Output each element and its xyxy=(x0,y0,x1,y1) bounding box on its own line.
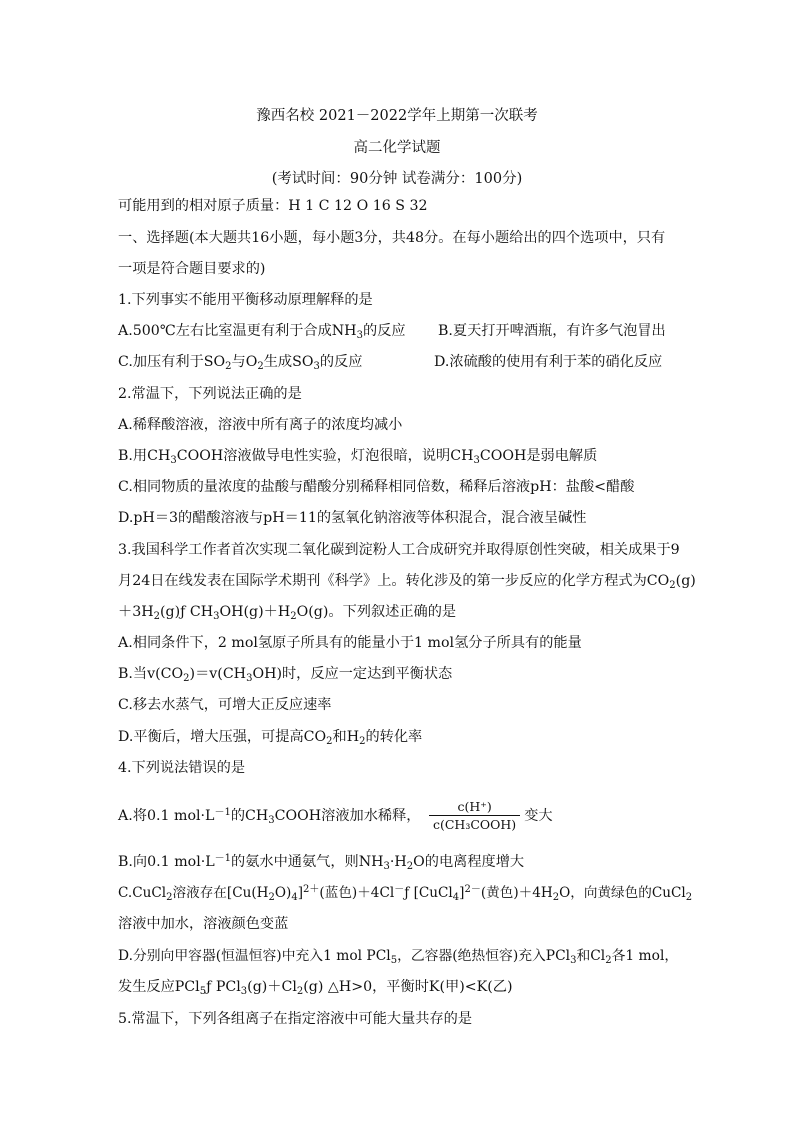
concentration-ratio-fraction xyxy=(429,799,520,834)
q1-stem: 1.下列事实不能用平衡移动原理解释的是 xyxy=(118,292,373,308)
exam-info: (考试时间：90分钟 试卷满分：100分) xyxy=(271,171,523,187)
q3-stem-line1: 3.我国科学工作者首次实现二氧化碳到淀粉人工合成研究并取得原创性突破，相关成果于9 xyxy=(118,542,680,558)
q2-option-b: B.用$CH_3COOH$溶液做导电性实验，灯泡很暗，说明$CH_3COOH$是弱电解质 xyxy=(118,448,598,466)
q2-option-c: C.相同物质的量浓度的盐酸与醋酸分别稀释相同倍数，稀释后溶液pH：盐酸<醋酸 xyxy=(118,479,635,495)
section-intro-line1: 一、选择题(本大题共16小题，每小题3分，共48分。在每小题给出的四个选项中，只有 xyxy=(118,230,666,246)
q2-stem: 2.常温下，下列说法正确的是 xyxy=(118,386,302,402)
q2-option-d: D.pH＝3的醋酸溶液与pH＝11的氢氧化钠溶液等体积混合，混合液呈碱性 xyxy=(118,510,587,526)
fraction-denominator: c(CH₃COOH) xyxy=(432,816,517,832)
section-intro-line2: 一项是符合题目要求的) xyxy=(118,261,266,277)
q4-option-b: B.向0.1 $mol\cdot L^{-1}$的氨水中通氨气，则$NH_3\cdot H_2O$的电离程度增大 xyxy=(118,853,525,872)
q1-option-a: A.500℃左右比室温更有利于合成$NH_3$的反应 xyxy=(118,323,406,341)
q1-option-b: B.夏天打开啤酒瓶，有许多气泡冒出 xyxy=(438,323,666,339)
q3-stem-line3: $+3H_2(g)ƒ$ $CH_3OH(g)+H_2O(g)$。下列叙述正确的是 xyxy=(118,604,457,622)
q3-option-d: D.平衡后，增大压强，可提高$CO_2$和$H_2$的转化率 xyxy=(118,729,423,747)
q4-option-d-line1: D.分别向甲容器(恒温恒容)中充入1 mol PCl$_5$，乙容器(绝热恒容)充入PCl$_3$和$Cl_2$各1 mol， xyxy=(118,948,679,966)
exam-title: 豫西名校 2021－2022学年上期第一次联考 xyxy=(256,108,538,124)
q4-option-d-line2: 发生反应PCl$_5$ƒ $PCl_3(g)+Cl_2(g)$ △H>0，平衡时K(甲)<K(乙) xyxy=(118,979,513,997)
exam-subtitle: 高二化学试题 xyxy=(353,140,441,156)
q1-option-c: C.加压有利于$SO_2$与$O_2$生成$SO_3$的反应 xyxy=(118,354,363,372)
q3-option-a: A.相同条件下，2 mol氢原子所具有的能量小于1 mol氢分子所具有的能量 xyxy=(118,635,582,651)
q4-option-c-line2: 溶液中加水，溶液颜色变蓝 xyxy=(118,916,289,932)
q4-option-a: A.将0.1 $mol\cdot L^{-1}$的$CH_3COOH$溶液加水稀释， $\frac{c(H^+)}{\text{c(CH₃COOH)}}$ 变大 xyxy=(118,798,553,832)
q2-option-a: A.稀释酸溶液，溶液中所有离子的浓度均减小 xyxy=(118,417,403,433)
fraction-numerator: c(H⁺) xyxy=(429,799,520,816)
q1-options-row2 xyxy=(118,352,684,372)
q3-option-b: B.当$v(CO_2)=v(CH_3OH)$时，反应一定达到平衡状态 xyxy=(118,666,453,684)
q1-options-row1 xyxy=(118,321,684,341)
atomic-masses: 可能用到的相对原子质量：H 1 C 12 O 16 S 32 xyxy=(118,198,428,214)
q4-option-c-line1: C.CuCl$_2$溶液存在$[Cu(H_2O)_4]^{2+}$(蓝色)＋4Cl－ƒ [CuCl$_4$]$^{2-}$(黄色)$+4H_2O$，向黄绿色的CuCl$_2$ xyxy=(118,884,693,903)
q4-stem: 4.下列说法错误的是 xyxy=(118,760,246,776)
q3-stem-line2: 月24日在线发表在国际学术期刊《科学》上。转化涉及的第一步反应的化学方程式为$CO_2(g)$ xyxy=(118,573,696,591)
q3-option-c: C.移去水蒸气，可增大正反应速率 xyxy=(118,697,332,713)
q1-option-d: D.浓硫酸的使用有利于苯的硝化反应 xyxy=(434,354,663,370)
q5-stem: 5.常温下，下列各组离子在指定溶液中可能大量共存的是 xyxy=(118,1011,473,1027)
